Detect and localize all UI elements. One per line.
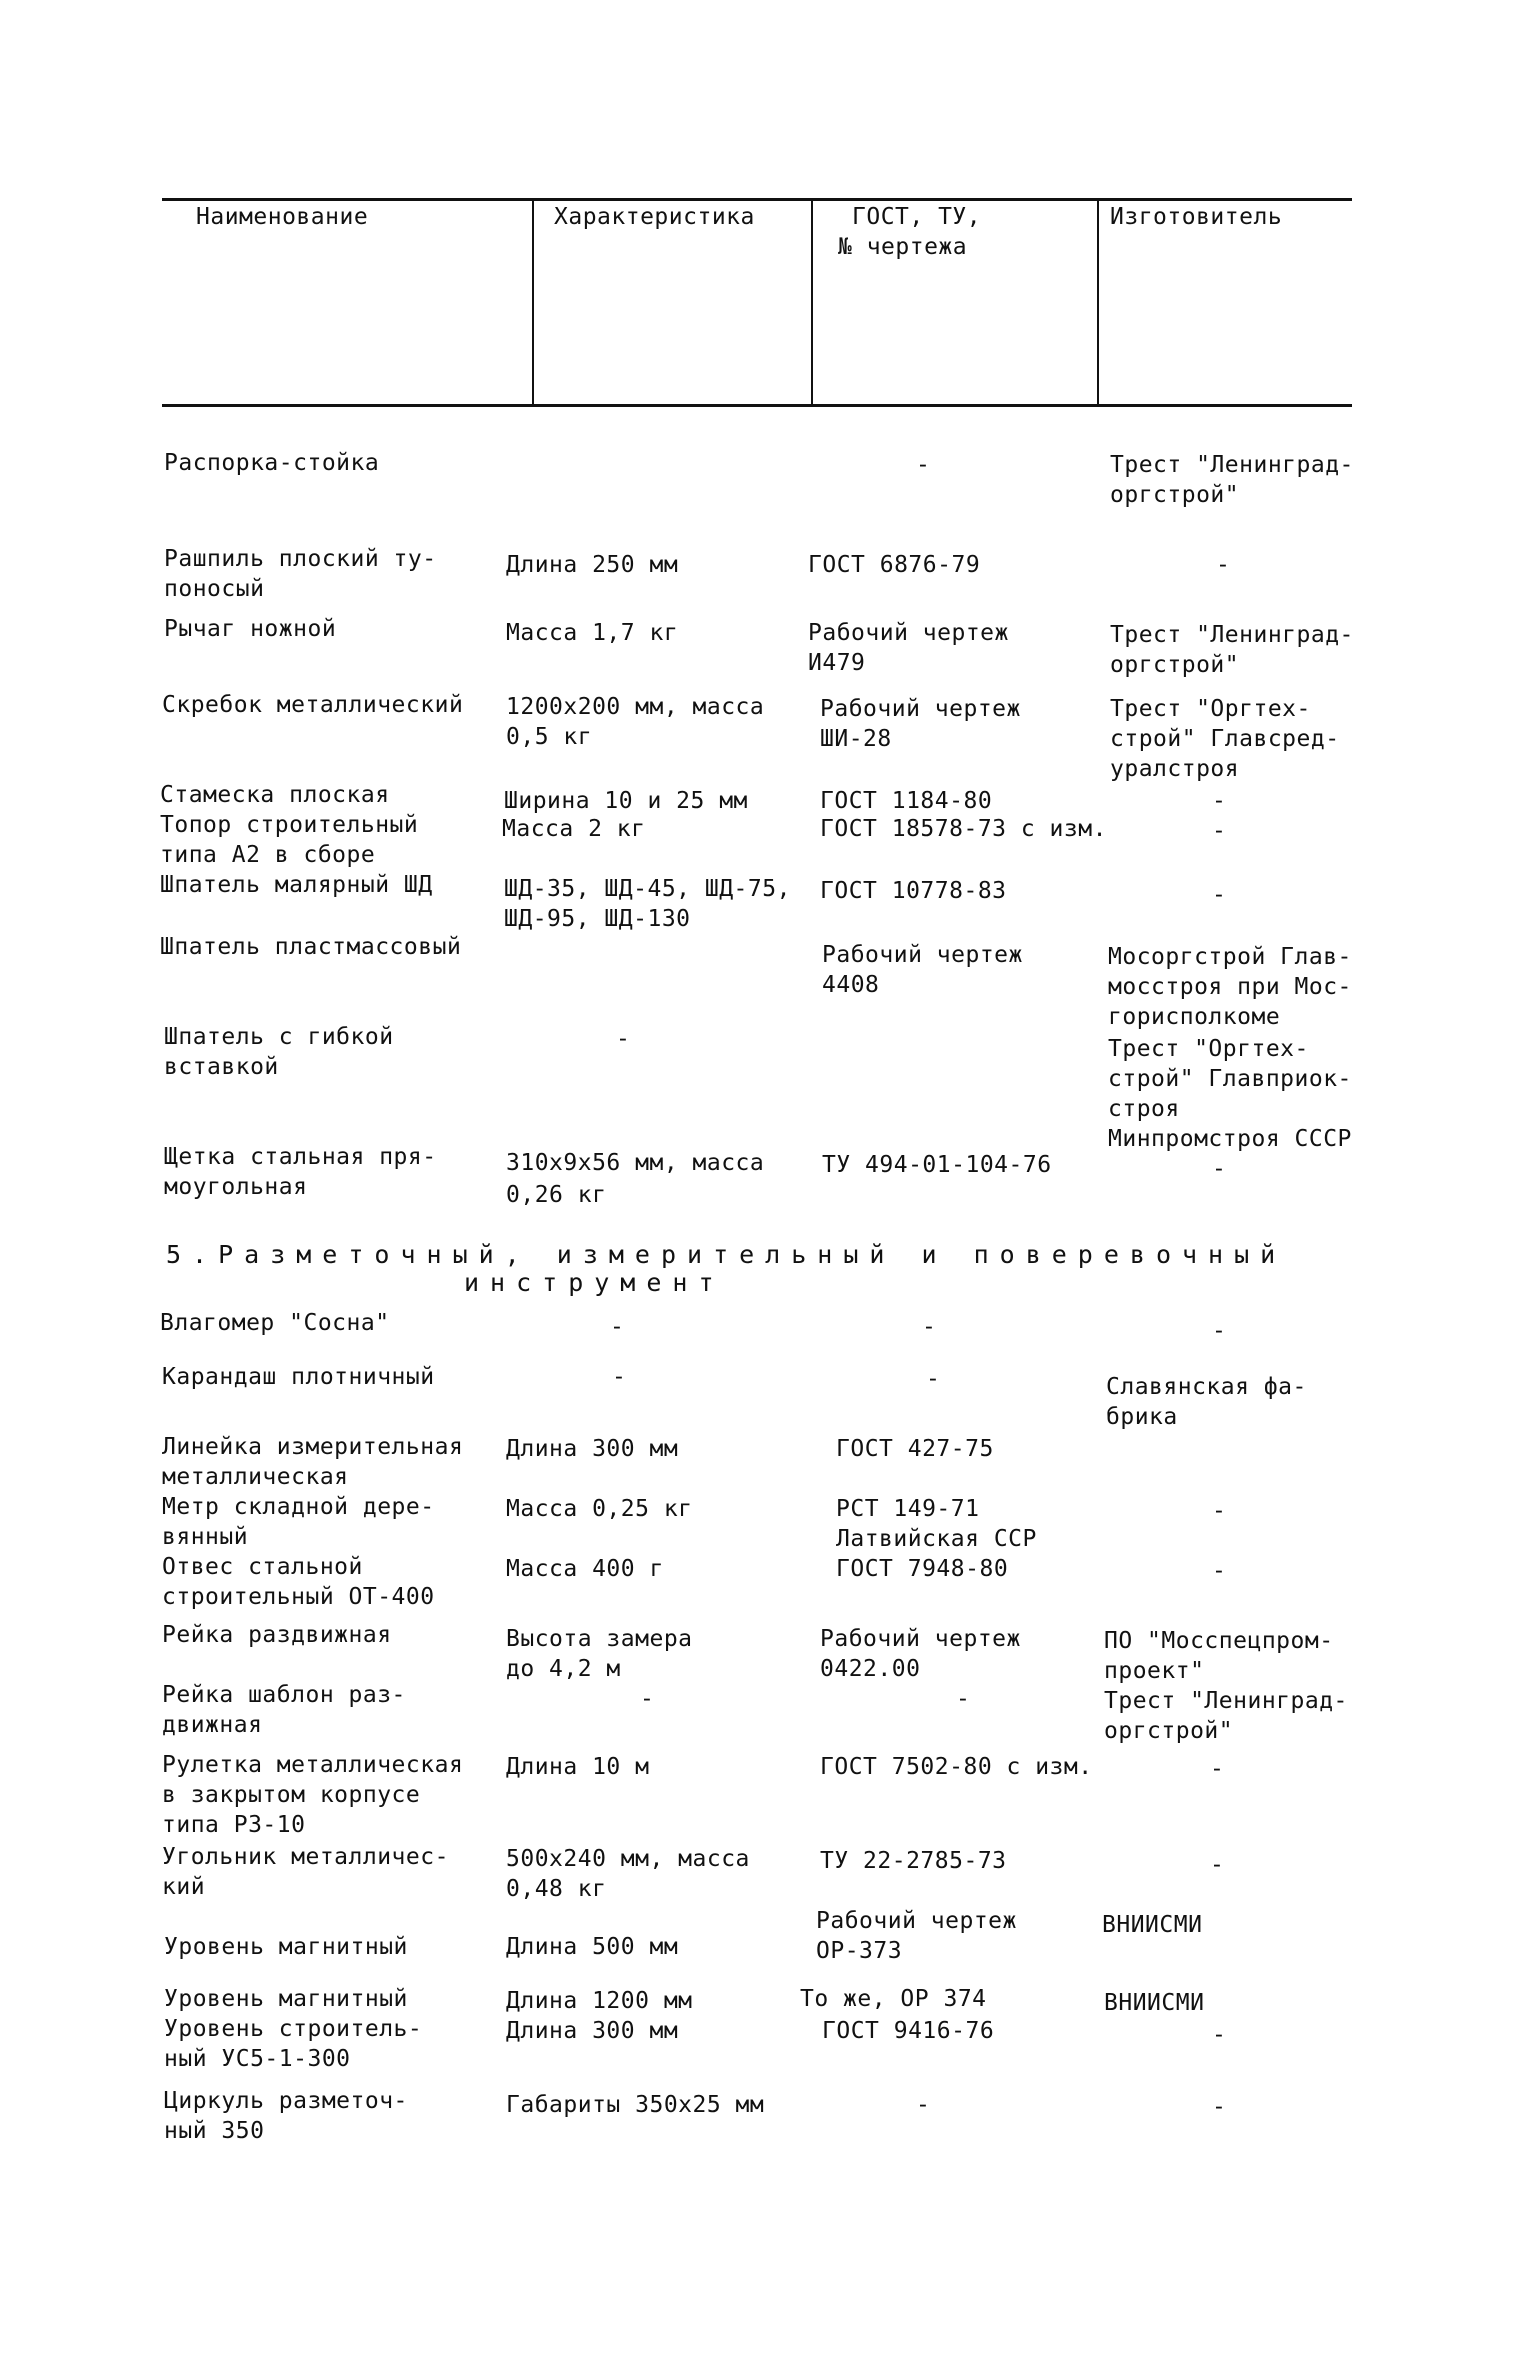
table-cell-char: Масса 400 г <box>506 1556 664 1582</box>
header-col-gost-line2: № чертежа <box>838 234 968 260</box>
table-cell-maker: оргстрой" <box>1110 482 1240 508</box>
table-cell-char: Габариты 350х25 мм <box>506 2092 765 2118</box>
table-cell-maker: - <box>1212 788 1227 814</box>
table-cell-name: моугольная <box>164 1174 308 1200</box>
table-cell-name: Распорка-стойка <box>164 450 380 476</box>
table-cell-char: Длина 500 мм <box>506 1934 679 1960</box>
table-cell-name: строительный ОТ-400 <box>162 1584 435 1610</box>
table-cell-gost: И479 <box>808 650 866 676</box>
table-cell-char: ШД-95, ШД-130 <box>504 906 691 932</box>
table-cell-char: - <box>616 1026 631 1052</box>
table-cell-gost: ГОСТ 7948-80 <box>836 1556 1009 1582</box>
table-cell-name: Щетка стальная пря- <box>164 1144 437 1170</box>
table-cell-gost: Рабочий чертеж <box>822 942 1023 968</box>
table-cell-char: - <box>610 1314 625 1340</box>
table-cell-name: Циркуль разметоч- <box>164 2088 408 2114</box>
header-col-gost-line1: ГОСТ, ТУ, <box>852 204 982 230</box>
table-cell-gost: То же, ОР 374 <box>800 1986 987 2012</box>
table-cell-char: 0,26 кг <box>506 1182 607 1208</box>
table-cell-char: - <box>640 1686 655 1712</box>
table-cell-gost: ГОСТ 10778-83 <box>820 878 1007 904</box>
header-col-name: Наименование <box>196 204 369 230</box>
table-cell-maker: Трест "Ленинград- <box>1110 452 1354 478</box>
table-cell-gost: РСТ 149-71 <box>836 1496 980 1522</box>
table-cell-maker: мосстроя при Мос- <box>1108 974 1352 1000</box>
table-cell-maker: ВНИИСМИ <box>1104 1990 1205 2016</box>
table-cell-maker: ВНИИСМИ <box>1102 1912 1203 1938</box>
table-cell-name: ный 350 <box>164 2118 265 2144</box>
table-cell-maker: Мосоргстрой Глав- <box>1108 944 1352 970</box>
table-cell-char: 310х9х56 мм, масса <box>506 1150 765 1176</box>
header-divider-1 <box>532 198 534 407</box>
table-cell-gost: Латвийская ССР <box>836 1526 1037 1552</box>
table-cell-maker: строй" Главсред- <box>1110 726 1340 752</box>
table-cell-maker: - <box>1212 2094 1227 2120</box>
table-cell-name: Рычаг ножной <box>164 616 337 642</box>
table-cell-name: Отвес стальной <box>162 1554 363 1580</box>
table-cell-maker: Трест "Ленинград- <box>1104 1688 1348 1714</box>
table-cell-name: Шпатель малярный ШД <box>160 872 433 898</box>
table-cell-char: Масса 1,7 кг <box>506 620 679 646</box>
table-cell-name: Рейка шаблон раз- <box>162 1682 406 1708</box>
table-cell-maker: оргстрой" <box>1110 652 1240 678</box>
table-cell-gost: ТУ 22-2785-73 <box>820 1848 1007 1874</box>
table-cell-name: Метр складной дере- <box>162 1494 435 1520</box>
table-cell-gost: - <box>916 2092 931 2118</box>
table-cell-name: Шпатель пластмассовый <box>160 934 462 960</box>
table-cell-char: 500х240 мм, масса <box>506 1846 750 1872</box>
table-cell-maker: - <box>1212 882 1227 908</box>
table-cell-gost: ОР-373 <box>816 1938 903 1964</box>
table-cell-maker: горисполкоме <box>1108 1004 1281 1030</box>
table-cell-name: ный УС5-1-300 <box>164 2046 351 2072</box>
table-cell-gost: Рабочий чертеж <box>808 620 1009 646</box>
table-cell-name: металлическая <box>162 1464 349 1490</box>
table-cell-maker: строя <box>1108 1096 1180 1122</box>
header-divider-3 <box>1097 198 1099 407</box>
table-cell-char: до 4,2 м <box>506 1656 621 1682</box>
table-cell-maker: Трест "Ленинград- <box>1110 622 1354 648</box>
table-cell-char: Масса 0,25 кг <box>506 1496 693 1522</box>
table-cell-gost: 0422.00 <box>820 1656 921 1682</box>
table-cell-char: Масса 2 кг <box>502 816 646 842</box>
header-col-characteristic: Характеристика <box>554 204 755 230</box>
table-cell-maker: - <box>1212 818 1227 844</box>
table-cell-name: Уровень магнитный <box>164 1986 408 2012</box>
table-cell-gost: - <box>916 452 931 478</box>
table-cell-char: 0,5 кг <box>506 724 593 750</box>
table-cell-char: - <box>612 1364 627 1390</box>
table-cell-maker: оргстрой" <box>1104 1718 1234 1744</box>
section-heading-line2: инструмент <box>464 1268 725 1297</box>
table-cell-name: типа РЗ-10 <box>162 1812 306 1838</box>
table-cell-name: движная <box>162 1712 263 1738</box>
table-cell-gost: Рабочий чертеж <box>820 1626 1021 1652</box>
table-cell-gost: - <box>922 1314 937 1340</box>
table-cell-name: Карандаш плотничный <box>162 1364 435 1390</box>
section-heading: 5.Разметочный, измерительный и поверевочный <box>166 1240 1287 1269</box>
table-cell-char: Длина 1200 мм <box>506 1988 693 2014</box>
table-cell-maker: - <box>1210 1756 1225 1782</box>
table-cell-name: Уровень магнитный <box>164 1934 408 1960</box>
table-cell-name: Угольник металличес- <box>162 1844 449 1870</box>
table-cell-maker: - <box>1216 552 1231 578</box>
table-cell-maker: брика <box>1106 1404 1178 1430</box>
table-cell-maker: - <box>1212 1498 1227 1524</box>
table-cell-gost: ГОСТ 6876-79 <box>808 552 981 578</box>
table-cell-char: 1200х200 мм, масса <box>506 694 765 720</box>
table-cell-char: Длина 300 мм <box>506 2018 679 2044</box>
table-cell-maker: Минпромстроя СССР <box>1108 1126 1352 1152</box>
table-cell-name: Шпатель с гибкой <box>164 1024 394 1050</box>
table-cell-gost: Рабочий чертеж <box>820 696 1021 722</box>
table-cell-maker: строй" Главприок- <box>1108 1066 1352 1092</box>
table-cell-name: Рулетка металлическая <box>162 1752 464 1778</box>
table-cell-char: Ширина 10 и 25 мм <box>504 788 748 814</box>
table-cell-name: Рейка раздвижная <box>162 1622 392 1648</box>
table-cell-char: ШД-35, ШД-45, ШД-75, <box>504 876 791 902</box>
header-divider-2 <box>811 198 813 407</box>
table-cell-maker: Трест "Оргтех- <box>1108 1036 1309 1062</box>
table-cell-char: 0,48 кг <box>506 1876 607 1902</box>
table-cell-gost: ГОСТ 427-75 <box>836 1436 994 1462</box>
table-cell-gost: ГОСТ 7502-80 с изм. <box>820 1754 1093 1780</box>
table-cell-char: Высота замера <box>506 1626 693 1652</box>
table-cell-gost: ТУ 494-01-104-76 <box>822 1152 1052 1178</box>
table-cell-gost: ГОСТ 9416-76 <box>822 2018 995 2044</box>
table-cell-maker: уралстроя <box>1110 756 1240 782</box>
table-cell-maker: - <box>1212 1558 1227 1584</box>
table-cell-maker: Славянская фа- <box>1106 1374 1307 1400</box>
table-cell-name: кий <box>162 1874 206 1900</box>
header-col-maker: Изготовитель <box>1110 204 1283 230</box>
table-cell-maker: ПО "Мосспецпром- <box>1104 1628 1334 1654</box>
table-cell-gost: Рабочий чертеж <box>816 1908 1017 1934</box>
table-cell-maker: - <box>1212 2022 1227 2048</box>
header-bottom-rule <box>162 404 1352 407</box>
table-cell-name: поносый <box>164 576 265 602</box>
table-cell-name: вянный <box>162 1524 249 1550</box>
table-cell-maker: проект" <box>1104 1658 1205 1684</box>
table-cell-char: Длина 10 м <box>506 1754 650 1780</box>
table-cell-name: Топор строительный <box>160 812 419 838</box>
table-cell-name: Скребок металлический <box>162 692 464 718</box>
table-cell-char: Длина 250 мм <box>506 552 679 578</box>
table-cell-name: Уровень строитель- <box>164 2016 423 2042</box>
table-cell-name: Рашпиль плоский ту- <box>164 546 437 572</box>
table-cell-gost: 4408 <box>822 972 880 998</box>
table-cell-maker: - <box>1210 1852 1225 1878</box>
table-cell-gost: - <box>926 1366 941 1392</box>
table-cell-name: вставкой <box>164 1054 279 1080</box>
table-cell-name: Стамеска плоская <box>160 782 390 808</box>
header-top-rule <box>162 198 1352 201</box>
table-cell-gost: - <box>956 1686 971 1712</box>
table-cell-maker: - <box>1212 1318 1227 1344</box>
table-cell-char: Длина 300 мм <box>506 1436 679 1462</box>
table-cell-maker: Трест "Оргтех- <box>1110 696 1311 722</box>
table-cell-name: типа А2 в сборе <box>160 842 376 868</box>
table-cell-gost: ГОСТ 18578-73 с изм. <box>820 816 1107 842</box>
table-cell-maker: - <box>1212 1156 1227 1182</box>
table-cell-gost: ШИ-28 <box>820 726 892 752</box>
table-cell-gost: ГОСТ 1184-80 <box>820 788 993 814</box>
table-cell-name: Линейка измерительная <box>162 1434 464 1460</box>
table-cell-name: в закрытом корпусе <box>162 1782 421 1808</box>
table-cell-name: Влагомер "Сосна" <box>160 1310 390 1336</box>
